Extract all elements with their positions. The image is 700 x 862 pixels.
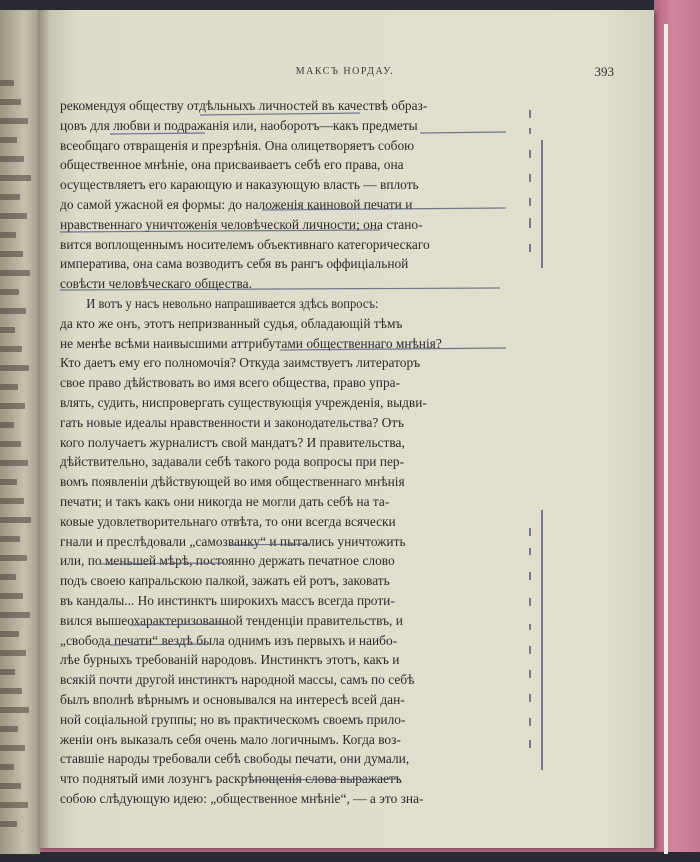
left-page-text-fragment xyxy=(0,764,14,770)
left-page-text-fragment xyxy=(0,536,20,542)
page-number: 393 xyxy=(594,64,614,79)
page-edge-line xyxy=(664,24,668,854)
left-page-text-fragment xyxy=(0,251,23,257)
left-page-text-fragment xyxy=(0,745,25,751)
running-head: МАКСЪ НОРДАУ. xyxy=(295,66,395,77)
text-line: подъ своею капральскою палкой, зажать ей ротъ, заковать xyxy=(60,573,390,589)
text-line: всеобщаго отвращенія и презрѣнія. Она олицетворяетъ собою xyxy=(60,137,415,153)
left-page-text-fragment xyxy=(0,707,29,713)
text-line: рекомендуя обществу отдѣльныхъ личностей въ качествѣ образ- xyxy=(60,98,428,113)
left-page-text-fragment xyxy=(0,460,28,466)
text-line: гнали и преслѣдовали „самозванку“ и пытались уничтожить xyxy=(60,533,406,549)
text-line: вился вышеохарактеризованной тенденціи правительствъ, и xyxy=(60,612,403,628)
left-page-text-fragment xyxy=(0,308,26,314)
left-page-text-fragment xyxy=(0,194,20,200)
text-line: свое право дѣйствовать во имя всего общества, право упра- xyxy=(60,375,401,391)
text-line: собою слѣдующую идею: „общественное мнѣніе“, — а это зна- xyxy=(60,790,424,806)
text-line: въ кандалы... Но инстинктъ широкихъ массъ всегда проти- xyxy=(60,592,395,608)
text-line: всякій почти другой инстинктъ народной массы, самъ по себѣ xyxy=(60,672,415,688)
text-line: дѣйствительно, задавали себѣ такого рода вопросы при пер- xyxy=(60,454,405,470)
text-line: ковые удовлетворительнаго отвѣта, то они всегда всячески xyxy=(60,513,396,529)
body-text xyxy=(60,96,506,809)
left-page-text-fragment xyxy=(0,669,15,675)
left-page-text-fragment xyxy=(0,80,14,86)
text-line: общественное мнѣніе, она присваиваетъ себѣ его права, она xyxy=(60,157,404,173)
left-page-text-fragment xyxy=(0,498,24,504)
left-page-text-fragment xyxy=(0,232,16,238)
text-line: цовъ для любви и подражанія или, наоборотъ—какъ предметы xyxy=(60,117,418,133)
text-line: кого получаетъ журналистъ свой мандатъ? И правительства, xyxy=(60,434,405,450)
text-line: совѣсти человѣческаго общества. xyxy=(60,276,252,292)
left-page-text-fragment xyxy=(0,384,18,390)
left-page-text-fragment xyxy=(0,441,21,447)
text-line: ной соціальной группы; но въ практическомъ своемъ прило- xyxy=(60,711,406,727)
left-page-text-fragment xyxy=(0,631,19,637)
left-page-text-fragment xyxy=(0,213,27,219)
text-line: лѣе бурныхъ требованій народовъ. Инстинктъ этотъ, какъ и xyxy=(60,652,400,668)
left-page-text-fragment xyxy=(0,802,28,808)
left-page-text-fragment xyxy=(0,118,28,124)
left-page-text-fragment xyxy=(0,346,22,352)
text-line: не менѣе всѣми наивысшими аттрибутами общественнаго мнѣнія? xyxy=(60,335,442,351)
left-page-text-fragment xyxy=(0,422,14,428)
text-line: до самой ужасной ея формы: до наложенія каиновой печати и xyxy=(60,196,413,212)
left-page-text-fragment xyxy=(0,156,24,162)
left-page-text-fragment xyxy=(0,365,29,371)
page-header xyxy=(60,64,630,84)
left-page-text-fragment xyxy=(0,783,21,789)
text-line: вится воплощеннымъ носителемъ объективнаго категорическаго xyxy=(60,236,430,252)
text-line: что поднятый ими лозунгъ раскрѣпощенія слова выражаетъ xyxy=(60,771,402,787)
text-line: вомъ появленіи дѣйствующей во имя общественнаго мнѣнія xyxy=(60,474,405,490)
left-page-text-fragment xyxy=(0,612,30,618)
left-page-text-fragment xyxy=(0,574,16,580)
left-page-edge xyxy=(0,10,40,854)
left-page-text-fragment xyxy=(0,327,15,333)
left-page-text-fragment xyxy=(0,289,19,295)
text-line: женіи онъ выказалъ себя очень мало логичнымъ. Когда воз- xyxy=(60,731,401,747)
text-line: осуществляетъ его карающую и наказующую власть — вплоть xyxy=(60,177,419,193)
text-line: да кто же онъ, этотъ непризванный судья, обладающій тѣмъ xyxy=(60,315,403,331)
book-cover-edge xyxy=(654,0,700,862)
text-line: „свобода печати“ вездѣ была однимъ изъ первыхъ и наибо- xyxy=(60,632,398,648)
left-page-text-fragment xyxy=(0,555,27,561)
text-line: нравственнаго уничтоженія человѣческой личности; она стано- xyxy=(60,216,423,232)
left-page-text-fragment xyxy=(0,688,22,694)
text-line: былъ вполнѣ вѣрнымъ и основывался на интересѣ всей дан- xyxy=(60,691,405,707)
left-page-text-fragment xyxy=(0,726,18,732)
background-bottom xyxy=(0,852,700,862)
text-line: влять, судить, ниспровергать существующія учрежденія, выдви- xyxy=(60,394,427,410)
left-page-text-fragment xyxy=(0,403,25,409)
left-page-text-fragment xyxy=(0,137,17,143)
text-line: И вотъ у насъ невольно напрашивается здѣсь вопросъ: xyxy=(86,295,379,311)
text-line: или, по меньшей мѣрѣ, постоянно держать печатное слово xyxy=(60,553,395,569)
text-line: Кто даетъ ему его полномочія? Откуда заимствуетъ литераторъ xyxy=(60,355,421,371)
left-page-text-fragment xyxy=(0,821,17,827)
text-line: ставшіе народы требовали себѣ свободы печати, они думали, xyxy=(60,751,410,767)
text-line: печати; и такъ какъ они никогда не могли дать себѣ на та- xyxy=(60,493,390,509)
left-page-text-fragment xyxy=(0,650,26,656)
left-page-text-fragment xyxy=(0,99,21,105)
left-page-text-fragment xyxy=(0,270,30,276)
left-page-text-fragment xyxy=(0,517,31,523)
text-line: гать новые идеалы нравственности и законодательства? Отъ xyxy=(60,414,405,430)
left-page-text-fragment xyxy=(0,593,23,599)
text-line: императива, она сама возводитъ себя въ рангъ оффиціальной xyxy=(60,256,409,272)
left-page-text-fragment xyxy=(0,479,17,485)
left-page-text-fragment xyxy=(0,175,31,181)
